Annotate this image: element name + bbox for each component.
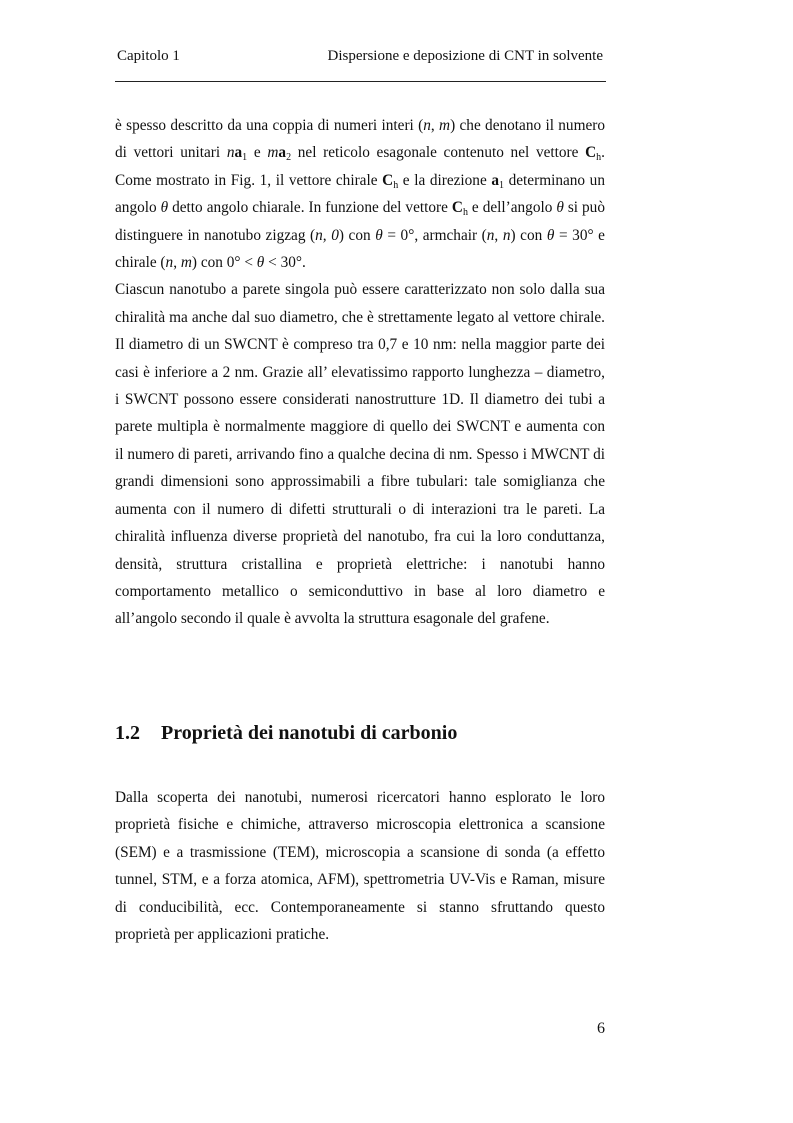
paragraph-diameter: Ciascun nanotubo a parete singola può essere caratterizzato non solo dalla sua chiralità ma anche dal suo diametro, che è strettamente legato al vettore chirale. Il diametro di un SWCNT è compreso tra 0,7 e 10 nm: nella maggior parte dei casi è inferiore a 2 nm. Grazie all’ elevatissimo rapporto lunghezza – diametro, i SWCNT possono essere considerati nanostrutture 1D. Il diametro dei tubi a parete multipla è normalmente maggiore di quello dei SWCNT e aumenta con il numero di pareti, arrivando fino a qualche decina di nm. Spesso i MWCNT di grandi dimensioni sono approssimabili a fibre tubulari: tale somiglianza che aumenta con il numero di difetti strutturali o di interazioni tra le pareti. La chiralità influenza diverse proprietà del nanotubo, fra cui la loro conduttanza, densità, struttura cristallina e proprietà elettriche: i nanotubi hanno comportamento metallico o semiconduttivo in base al loro diametro e all’angolo secondo il quale è avvolta la struttura esagonale del grafene. bbox=[115, 281, 605, 628]
body-text-lower bbox=[115, 784, 605, 948]
section-heading bbox=[115, 722, 605, 745]
header-chapter: Capitolo 1 bbox=[117, 48, 180, 64]
body-text-upper bbox=[115, 112, 605, 633]
running-header bbox=[115, 48, 605, 72]
paragraph-properties: Dalla scoperta dei nanotubi, numerosi ricercatori hanno esplorato le loro proprietà fisiche e chimiche, attraverso microscopia elettronica a scansione (SEM) e a trasmissione (TEM), microscopia a scansione di sonda (a effetto tunnel, STM, e a forza atomica, AFM), spettrometria UV-Vis e Raman, misure di conducibilità, ecc. Contemporaneamente si stanno sfruttando questo proprietà per applicazioni pratiche. bbox=[115, 789, 605, 944]
paragraph-chirality: è spesso descritto da una coppia di numeri interi (n, m) che denotano il numero di vettori unitari $na_1$ e $ma_2$ nel reticolo esagonale contenuto nel vettore $C_h$. Come mostrato in Fig. 1, il vettore chirale $C_h$ e la direzione $a_1$ determinano un angolo θ detto angolo chiarale. In funzione del vettore $C_h$ e dell’angolo θ si può distinguere in nanotubo zigzag (n, 0) con θ = 0°, armchair (n, n) con θ = 30° e chirale (n, m) con 0° < θ < 30°. bbox=[115, 117, 606, 272]
header-title: Dispersione e deposizione di CNT in solvente bbox=[327, 48, 603, 64]
section-number: 1.2 bbox=[115, 722, 140, 744]
header-rule bbox=[115, 81, 606, 82]
page-number: 6 bbox=[597, 1020, 605, 1037]
section-title: Proprietà dei nanotubi di carbonio bbox=[161, 722, 458, 744]
